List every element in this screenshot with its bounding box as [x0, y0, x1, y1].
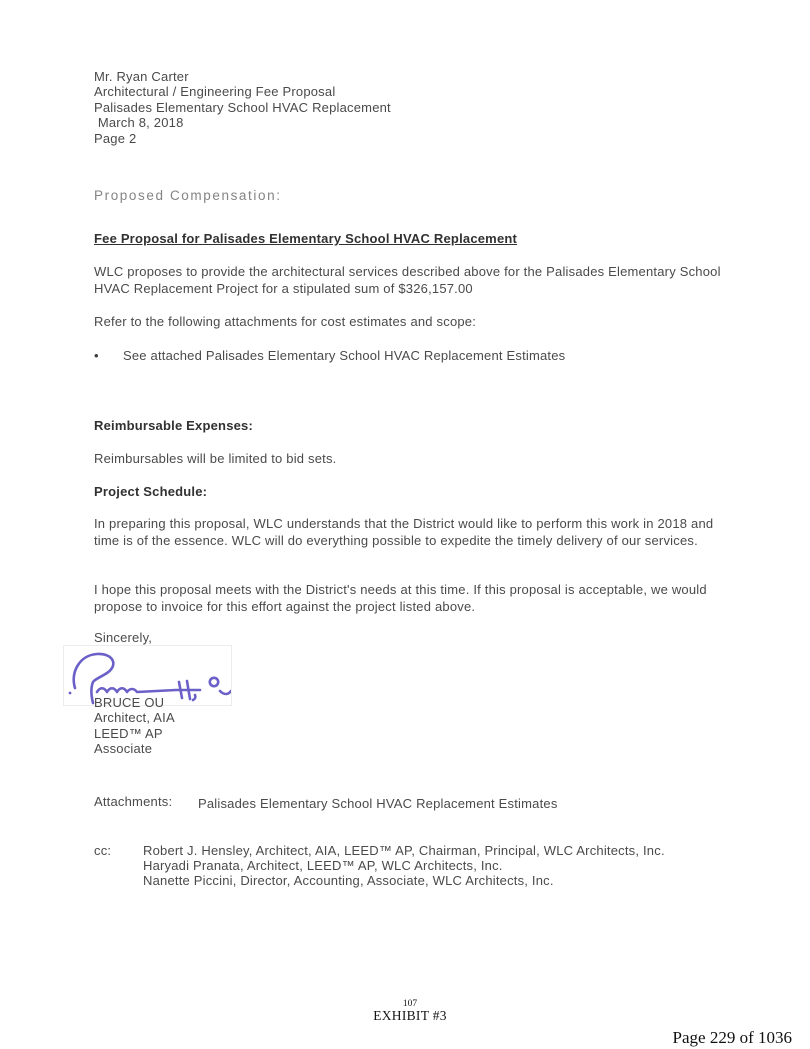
signer-title-2: LEED™ AP [94, 725, 163, 741]
cc-name-1: Robert J. Hensley, Architect, AIA, LEED™ AP, Chairman, Principal, WLC Architects, Inc. [143, 843, 665, 858]
letter-header-block [94, 69, 391, 146]
fee-proposal-heading: Fee Proposal for Palisades Elementary School HVAC Replacement [94, 231, 518, 246]
exhibit-stamp [330, 999, 490, 1023]
reimbursable-heading: Reimbursable Expenses: [94, 418, 254, 433]
schedule-paragraph: In preparing this proposal, WLC understands that the District would like to perform this work in 2018 and time is of the essence. WLC will do everything possible to expedite the timely delivery of our services. [94, 516, 714, 548]
signer-title-3: Associate [94, 741, 153, 757]
bullet-item [94, 348, 734, 365]
signer-block [94, 695, 175, 757]
bullet-glyph: • [94, 348, 99, 363]
signer-name: BRUCE OU [94, 695, 165, 710]
attachments-value: Palisades Elementary School HVAC Replacement Estimates [198, 796, 558, 811]
exhibit-label: EXHIBIT #3 [373, 1008, 447, 1023]
proposed-compensation-label: Proposed Compensation: [94, 188, 282, 203]
cc-label: cc: [94, 843, 112, 858]
cc-name-2: Haryadi Pranata, Architect, LEED™ AP, WLC Architects, Inc. [143, 858, 503, 874]
bullet-text: See attached Palisades Elementary School HVAC Replacement Estimates [123, 348, 566, 363]
refer-paragraph: Refer to the following attachments for cost estimates and scope: [94, 314, 477, 329]
header-date: March 8, 2018 [94, 115, 184, 131]
closing-paragraph: I hope this proposal meets with the District's needs at this time. If this proposal is acceptable, we would propose to invoice for this effort against the project listed above. [94, 582, 707, 614]
schedule-heading: Project Schedule: [94, 484, 208, 499]
exhibit-number: 107 [402, 999, 418, 1009]
header-project-line: Palisades Elementary School HVAC Replacement [94, 99, 391, 115]
cc-block [94, 843, 754, 889]
fee-paragraph: WLC proposes to provide the architectural services described above for the Palisades Elementary School HVAC Replacement Project for a stipulated sum of $326,157.00 [94, 264, 721, 296]
cc-name-3: Nanette Piccini, Director, Accounting, Associate, WLC Architects, Inc. [143, 873, 554, 889]
signer-title-1: Architect, AIA [94, 710, 175, 726]
reimbursable-text: Reimbursables will be limited to bid sets. [94, 451, 337, 466]
page-stamp: Page 229 of 1036 [672, 1028, 792, 1047]
header-subject-line: Architectural / Engineering Fee Proposal [94, 84, 336, 100]
header-page-number: Page 2 [94, 130, 137, 146]
cc-names [143, 843, 665, 889]
sincerely-line: Sincerely, [94, 630, 153, 645]
attachments-label: Attachments: [94, 794, 173, 809]
recipient-name: Mr. Ryan Carter [94, 69, 189, 84]
